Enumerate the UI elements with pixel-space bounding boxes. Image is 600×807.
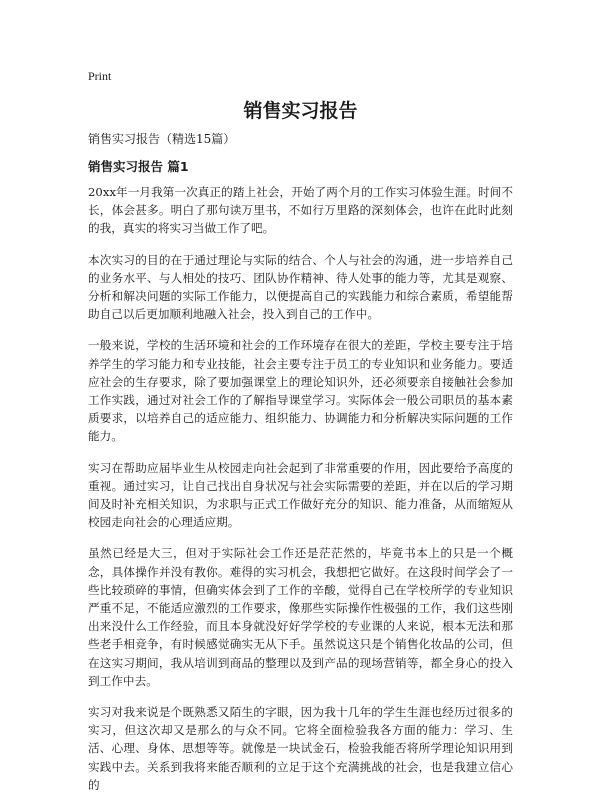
paragraph-5: 虽然已经是大三，但对于实际社会工作还是茫茫然的，毕竟书本上的只是一个概念，具体操作并没有教你。难得的实习机会，我想把它做好。在这段时间学会了一些比较琐碎的事情，但确实体会到了工作的辛酸，觉得自己在学校所学的专业知识严重不足，不能适应激烈的工作要求，像那些实际操作性极强的工作，我们这些刚出来没什么工作经验，而且本身就没好好学学校的专业课的人来说，根本无法和那些老手相竞争，有时候感觉确实无从下手。虽然说这只是个销售化妆品的公司，但在这实习期间，我从培训到商品的整理以及到产品的现场营销等，都全身心的投入到工作中去。 [88,546,513,688]
page-title: 销售实习报告 [243,100,358,122]
paragraph-4: 实习在帮助应届毕业生从校园走向社会起到了非常重要的作用，因此要给予高度的重视。通过实习，让自己找出自身状况与社会实际需要的差距，并在以后的学习期间及时补充相关知识，为求职与正式工作做好充分的知识、能力准备，从而缩短从校园走向社会的心理适应期。 [88,460,513,530]
document-body [88,183,513,807]
paragraph-6: 实习对我来说是个既熟悉又陌生的字眼，因为我十几年的学生生涯也经历过很多的实习，但这次却又是那么的与众不同。它将全面检验我各方面的能力：学习、生活、心理、身体、思想等等。就像是一块试金石，检验我能否将所学理论知识用到实践中去。关系到我将来能否顺利的立足于这个充满挑战的社会，也是我建立信心的 [88,705,513,792]
paragraph-1: 20xx年一月我第一次真正的踏上社会，开始了两个月的工作实习体验生涯。时间不长，体会甚多。明白了那句读万里书，不如行万里路的深刻体会，也许在此时此刻的我，真实的将实习当做工作了吧。 [88,185,513,236]
document-subtitle: 销售实习报告（精选15篇） [88,132,236,146]
paragraph-3: 一般来说，学校的生活环境和社会的工作环境存在很大的差距，学校主要专注于培养学生的学习能力和专业技能，社会主要专注于员工的专业知识和业务能力。要适应社会的生存要求，除了要加强课堂上的理论知识外，还必须要亲自接触社会参加工作实践，通过对社会工作的了解指导课堂学习。实际体会一般公司职员的基本素质要求，以培养自己的适应能力、组织能力、协调能力和分析解决实际问题的工作能力。 [88,338,513,444]
section-heading: 销售实习报告 篇1 [88,159,189,174]
paragraph-2: 本次实习的目的在于通过理论与实际的结合、个人与社会的沟通，进一步培养自己的业务水平、与人相处的技巧、团队协作精神、待人处事的能力等，尤其是观察、分析和解决问题的实际工作能力，以便提高自己的实践能力和综合素质，希望能帮助自己以后更加顺利地融入社会，投入到自己的工作中。 [88,252,513,322]
print-link[interactable]: Print [88,69,112,83]
